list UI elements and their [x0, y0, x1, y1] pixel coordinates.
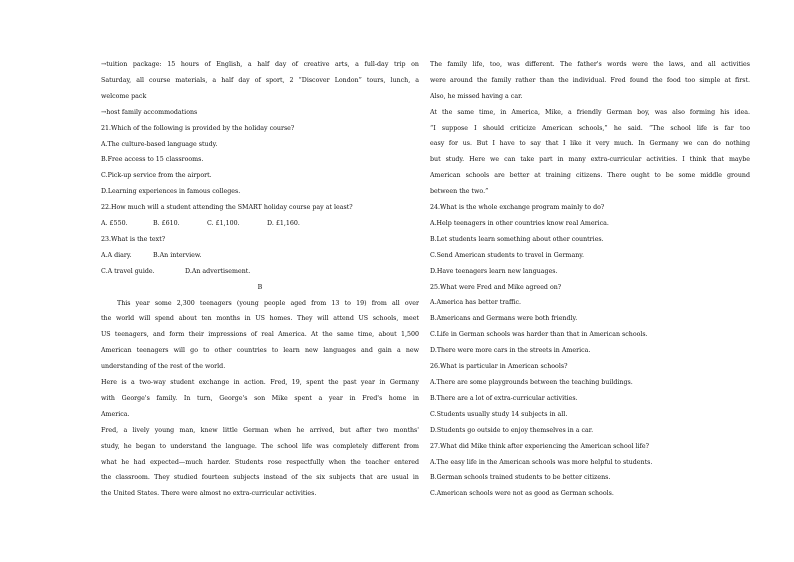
passage-line: with George's family. In turn, George's son Mike spent a year in Fred's home in: [101, 394, 419, 402]
answer-option: A.Help teenagers in other countries know real America.: [430, 219, 609, 227]
answer-option: B.Americans and Germans were both friendly.: [430, 315, 578, 323]
passage-line: were around the family rather than the individual. Fred found the food too simple at first.: [430, 76, 750, 84]
answer-option: A.America has better traffic.: [430, 299, 522, 307]
question-stem: 21.Which of the following is provided by the holiday course?: [101, 124, 295, 132]
passage-line: understanding of the rest of the world.: [101, 363, 226, 371]
passage-line: American schools are better at training citizens. There ought to be some middle ground: [430, 172, 750, 180]
answer-option: D. £1,160.: [267, 220, 300, 228]
left-column: [101, 57, 419, 502]
answer-option: A.The culture-based language study.: [101, 140, 218, 148]
answer-option: A.The easy life in the American schools was more helpful to students.: [430, 458, 653, 466]
passage-line: The family life, too, was different. The father's words were the laws, and all activities: [430, 61, 750, 68]
passage-line: Also, he missed having a car.: [430, 92, 523, 100]
passage-line: This year some 2,300 teenagers (young people aged from 13 to 19) from all over: [117, 299, 419, 307]
passage-line: US teenagers, and form their impressions of real America. At the same time, about 1,500: [101, 331, 419, 339]
question-stem: 27.What did Mike think after experiencing the American school life?: [430, 442, 649, 450]
question-stem: 26.What is particular in American schools?: [430, 363, 568, 371]
question-stem: 22.How much will a student attending the SMART holiday course pay at least?: [101, 204, 353, 212]
answer-option: B.Let students learn something about other countries.: [430, 235, 604, 243]
passage-line: American teenagers will go to other countries to learn new languages and gain a new: [101, 347, 419, 355]
answer-option: C.American schools were not as good as German schools.: [430, 490, 614, 498]
answer-option: D.An advertisement.: [185, 267, 251, 275]
q23-options-row2: [101, 264, 419, 280]
passage-line: At the same time, in America, Mike, a friendly German boy, was also forming his idea.: [430, 108, 750, 116]
passage-line: Here is a two-way student exchange in action. Fred, 19, spent the past year in Germany: [101, 379, 419, 387]
answer-option: D.Learning experiences in famous colleges.: [101, 188, 241, 196]
answer-option: A.There are some playgrounds between the teaching buildings.: [430, 379, 633, 387]
q23-options-row1: [101, 248, 419, 264]
right-column: [430, 57, 750, 502]
answer-option: D.There were more cars in the streets in America.: [430, 347, 591, 355]
section-label: B: [257, 283, 263, 291]
answer-option: C.Life in German schools was harder than that in American schools.: [430, 331, 648, 339]
answer-option: C.Pick-up service from the airport.: [101, 172, 212, 180]
answer-option: B.There are a lot of extra-curricular activities.: [430, 394, 578, 402]
passage-line: study, he began to understand the language. The school life was completely different from: [101, 442, 419, 450]
answer-option: C.Students usually study 14 subjects in all.: [430, 410, 568, 418]
answer-option: B.An interview.: [153, 251, 202, 259]
answer-option: C.A travel guide.: [101, 267, 155, 275]
passage-line: the classroom. They studied fourteen subjects instead of the six subjects that are usual in: [101, 474, 419, 482]
answer-option: B.German schools trained students to be better citizens.: [430, 474, 611, 482]
passage-line: easy for us. But I have to say that I like it very much. In Germany we can do nothing: [430, 140, 750, 148]
answer-option: D.Have teenagers learn new languages.: [430, 267, 558, 275]
text-line: welcome pack: [101, 92, 147, 100]
passage-line: but study. Here we can take part in many extra-curricular activities. I think that maybe: [430, 156, 750, 164]
answer-option: A.A diary.: [101, 251, 132, 259]
answer-option: B. £610.: [153, 220, 180, 228]
passage-line: Fred, a lively young man, knew little German when he arrived, but after two months': [101, 426, 419, 434]
question-stem: 25.What were Fred and Mike agreed on?: [430, 283, 562, 291]
answer-option: C. £1,100.: [207, 220, 240, 228]
passage-line: “I suppose I should criticize American schools,” he said. “The school life is far too: [430, 124, 750, 132]
answer-option: D.Students go outside to enjoy themselves in a car.: [430, 426, 594, 434]
answer-option: C.Send American students to travel in Germany.: [430, 251, 584, 259]
text-line: Saturday, all course materials, a half day of sport, 2 “Discover London” tours, lunch, a: [101, 76, 419, 84]
passage-line: what he had expected—much harder. Students rose respectfully when the teacher entered: [101, 458, 419, 466]
answer-option: A. £550.: [101, 220, 128, 228]
passage-line: America.: [101, 410, 130, 418]
question-stem: 23.What is the text?: [101, 235, 166, 243]
question-stem: 24.What is the whole exchange program mainly to do?: [430, 204, 605, 212]
answer-option: B.Free access to 15 classrooms.: [101, 156, 204, 164]
passage-line: the world will spend about ten months in US homes. They will attend US schools, meet: [101, 315, 419, 323]
passage-line: between the two.”: [430, 188, 489, 196]
passage-line: the United States. There were almost no extra-curricular activities.: [101, 490, 317, 498]
text-line: →tuition package: 15 hours of English, a half day of creative arts, a full-day trip on: [101, 61, 419, 68]
q22-options: [101, 216, 419, 232]
text-line: →host family accommodations: [101, 108, 198, 116]
